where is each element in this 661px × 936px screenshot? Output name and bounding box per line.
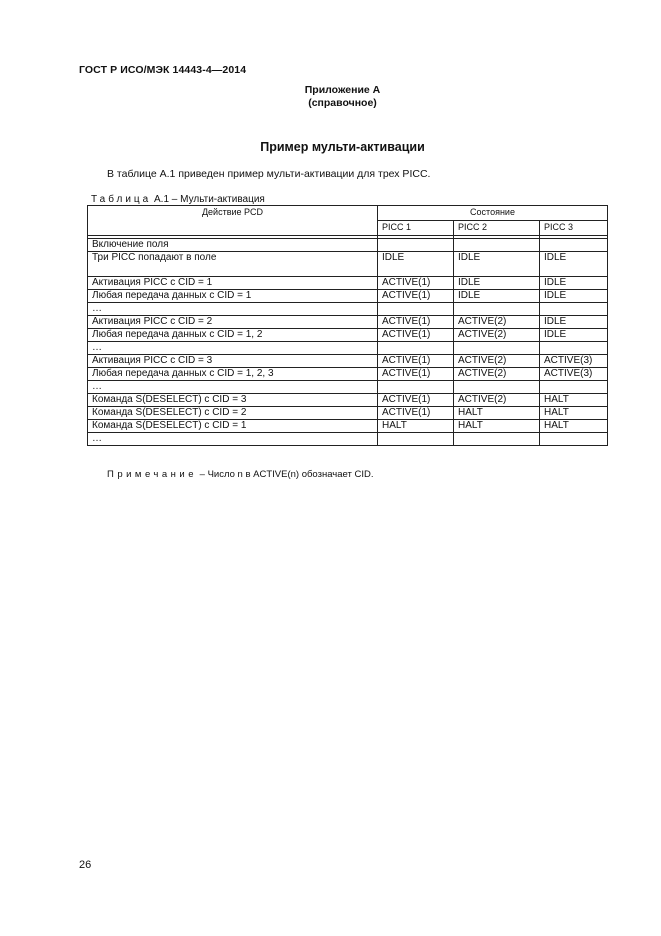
row-picc2: IDLE [454,252,540,277]
table-row [88,407,608,420]
row-picc1: ACTIVE(1) [378,368,454,381]
row-picc3: HALT [540,407,608,420]
row-picc2: HALT [454,407,540,420]
header-picc3: PICC 3 [540,221,608,236]
appendix-subtitle: (справочное) [308,97,377,109]
row-action: Команда S(DESELECT) с CID = 3 [88,394,378,407]
row-picc1: ACTIVE(1) [378,290,454,303]
note-dash: – [199,469,205,480]
caption-number: А.1 [154,194,170,205]
row-picc2: ACTIVE(2) [454,394,540,407]
row-picc1 [378,303,454,316]
row-picc2: IDLE [454,290,540,303]
row-action: Три PICC попадают в поле [88,252,378,277]
note-text: Число n в ACTIVE(n) обозначает CID. [207,469,374,480]
row-action: Любая передача данных с CID = 1, 2, 3 [88,368,378,381]
table-row [88,290,608,303]
row-action: Команда S(DESELECT) с CID = 2 [88,407,378,420]
table-note [107,469,373,480]
row-picc2: ACTIVE(2) [454,316,540,329]
row-picc2 [454,239,540,252]
table-caption [91,194,265,205]
row-action: Активация PICC с CID = 1 [88,277,378,290]
row-picc1: ACTIVE(1) [378,316,454,329]
table-row [88,277,608,290]
row-picc3: ACTIVE(3) [540,355,608,368]
row-picc2: IDLE [454,277,540,290]
table-row [88,303,608,316]
row-picc2: ACTIVE(2) [454,355,540,368]
table-row [88,368,608,381]
row-picc1: ACTIVE(1) [378,277,454,290]
row-action: Команда S(DESELECT) с CID = 1 [88,420,378,433]
table-row [88,355,608,368]
row-picc1 [378,381,454,394]
row-picc3: HALT [540,394,608,407]
caption-dash: – [171,194,178,205]
row-picc3 [540,381,608,394]
row-picc3: IDLE [540,316,608,329]
row-action: Любая передача данных с CID = 1 [88,290,378,303]
caption-text: Мульти-активация [180,194,265,205]
row-picc1: ACTIVE(1) [378,394,454,407]
row-picc3 [540,342,608,355]
row-picc1: ACTIVE(1) [378,355,454,368]
row-picc3: ACTIVE(3) [540,368,608,381]
appendix-title: Приложение А [304,84,381,96]
row-picc2: ACTIVE(2) [454,368,540,381]
row-action: … [88,303,378,316]
table-row [88,316,608,329]
table-row [88,329,608,342]
row-picc3: IDLE [540,290,608,303]
row-action: Любая передача данных с CID = 1, 2 [88,329,378,342]
row-picc2 [454,342,540,355]
page-number: 26 [79,859,92,871]
table-row [88,252,608,277]
row-action: Включение поля [88,239,378,252]
header-picc1: PICC 1 [378,221,454,236]
header-action: Действие PCD [88,206,378,236]
header-state: Состояние [378,206,608,221]
note-label: Примечание [107,469,197,480]
table-row [88,342,608,355]
row-picc3: IDLE [540,329,608,342]
row-action: Активация PICC с CID = 2 [88,316,378,329]
table-row [88,381,608,394]
row-picc1: ACTIVE(1) [378,407,454,420]
row-picc2: ACTIVE(2) [454,329,540,342]
row-picc2: HALT [454,420,540,433]
row-picc1 [378,342,454,355]
table-row [88,433,608,446]
table-row [88,394,608,407]
row-action: … [88,433,378,446]
row-picc3 [540,303,608,316]
row-picc1: IDLE [378,252,454,277]
row-picc3 [540,433,608,446]
row-picc1 [378,433,454,446]
row-picc2 [454,381,540,394]
row-action: … [88,381,378,394]
row-picc2 [454,303,540,316]
row-picc1: ACTIVE(1) [378,329,454,342]
section-title: Пример мульти-активации [260,140,425,154]
row-picc3: IDLE [540,277,608,290]
table-row [88,239,608,252]
header-picc2: PICC 2 [454,221,540,236]
row-action: … [88,342,378,355]
caption-label: Таблица [91,194,152,205]
row-picc1 [378,239,454,252]
row-picc3: IDLE [540,252,608,277]
document-header: ГОСТ Р ИСО/МЭК 14443-4—2014 [79,64,247,76]
multi-activation-table [87,205,608,446]
row-picc3: HALT [540,420,608,433]
intro-paragraph: В таблице А.1 приведен пример мульти-активации для трех PICC. [107,168,431,180]
row-picc1: HALT [378,420,454,433]
table-row [88,420,608,433]
row-action: Активация PICC с CID = 3 [88,355,378,368]
row-picc3 [540,239,608,252]
row-picc2 [454,433,540,446]
